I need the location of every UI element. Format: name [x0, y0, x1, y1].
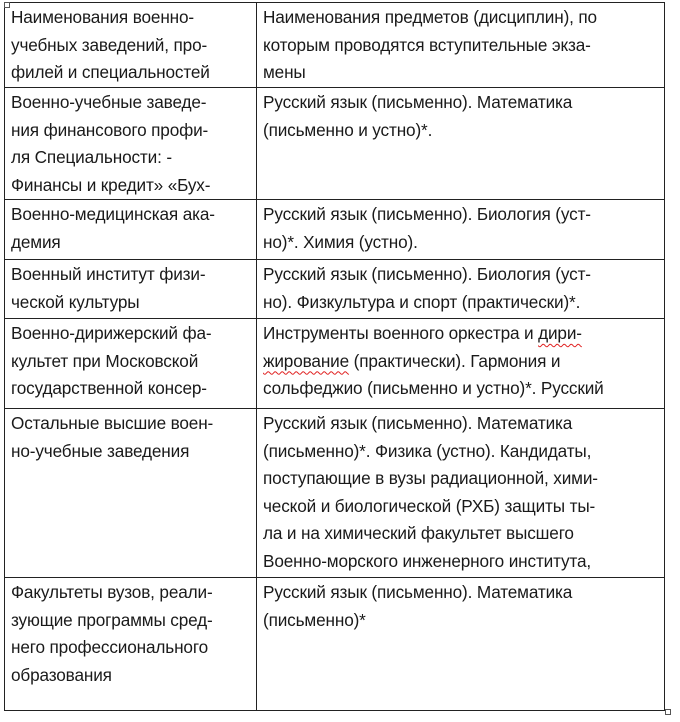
- subjects-cell: [257, 409, 665, 578]
- subjects-text-part: Инструменты военного оркестра и: [263, 323, 539, 343]
- institution-text: Факультеты вузов, реали- зующие программы сред- него профессионального образования: [11, 582, 213, 685]
- spellcheck-flagged-word: жирование: [263, 350, 350, 371]
- institution-text: Остальные высшие воен- но-учебные заведения: [11, 413, 214, 461]
- admission-exams-table: [4, 2, 665, 711]
- table-resize-handle-icon[interactable]: [665, 709, 671, 715]
- subjects-text-part: (практически). Гармония и сольфеджио (письменно и устно)*. Русский: [263, 350, 604, 398]
- institution-text: Военно-учебные заведе- ния финансового профи- ля Специальности: - Финансы и кредит» «Бух-: [11, 92, 211, 195]
- table-row: [5, 409, 665, 578]
- institution-cell: [5, 319, 257, 409]
- institution-cell: [5, 409, 257, 578]
- subjects-text: Русский язык (письменно). Биология (уст- но). Физкультура и спорт (практически)*.: [263, 264, 591, 312]
- table-row: [5, 88, 665, 200]
- institution-cell: [5, 200, 257, 260]
- subjects-text: Русский язык (письменно). Математика (письменно)*. Физика (устно). Кандидаты, поступающие в вузы радиационной, хими- ческой и биологической (РХБ) защиты ты- ла и на химический факультет высшего Военно-морского инженерного института,: [263, 413, 598, 571]
- table-row: [5, 319, 665, 409]
- institution-text: Военно-медицинская ака- демия: [11, 204, 215, 252]
- institution-text: Военный институт физи- ческой культуры: [11, 264, 206, 312]
- subjects-text: Русский язык (письменно). Математика (письменно)*: [263, 582, 573, 630]
- institution-cell: [5, 260, 257, 319]
- subjects-text: [257, 319, 664, 403]
- subjects-cell: [257, 200, 665, 260]
- subjects-cell: [257, 578, 665, 711]
- header-cell-institutions: [5, 3, 257, 88]
- table-row: [5, 200, 665, 260]
- institution-cell: [5, 578, 257, 711]
- header-subjects-text: Наименования предметов (дисциплин), по которым проводятся вступительные экза- мены: [263, 7, 597, 82]
- table-move-handle-icon[interactable]: [4, 2, 10, 8]
- subjects-cell: [257, 319, 665, 409]
- institution-cell: [5, 88, 257, 200]
- table-row: [5, 578, 665, 711]
- spellcheck-flagged-word: дири-: [538, 323, 582, 343]
- header-institutions-text: Наименования военно- учебных заведений, про- филей и специальностей: [11, 7, 210, 82]
- subjects-text: Русский язык (письменно). Математика (письменно и устно)*.: [263, 92, 573, 140]
- header-cell-subjects: [257, 3, 665, 88]
- subjects-cell: [257, 260, 665, 319]
- table-row: [5, 260, 665, 319]
- table-header-row: [5, 3, 665, 88]
- document-page: [4, 2, 664, 710]
- institution-text: Военно-дирижерский фа- культет при Московской государственной консер-: [11, 323, 212, 398]
- subjects-text: Русский язык (письменно). Биология (уст- но)*. Химия (устно).: [263, 204, 591, 252]
- subjects-cell: [257, 88, 665, 200]
